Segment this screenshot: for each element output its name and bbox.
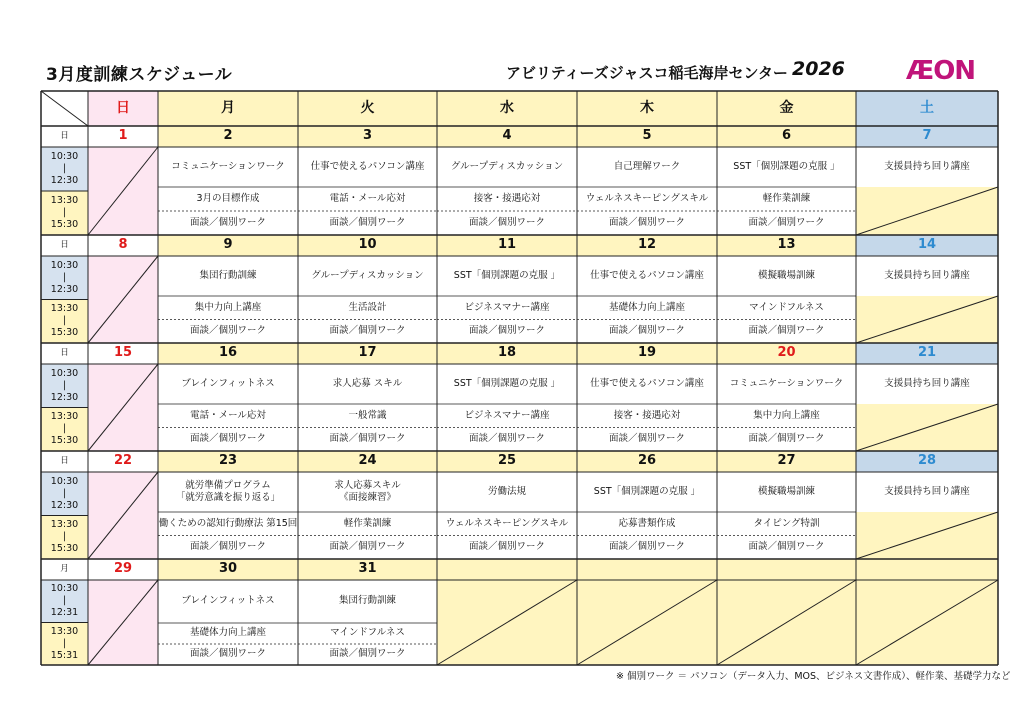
time-text: 13:30 xyxy=(50,411,79,423)
meeting-slot: 面談／個別ワーク xyxy=(437,428,577,452)
saturday-empty-cell xyxy=(856,296,998,343)
sunday-empty-cell xyxy=(88,580,158,665)
empty-day-cell xyxy=(577,580,717,665)
pm-class: ウェルネスキーピングスキル xyxy=(577,187,717,211)
week-label: 日 xyxy=(41,343,88,364)
am-class xyxy=(158,580,298,623)
am-class xyxy=(298,364,437,404)
meeting-slot: 面談／個別ワーク xyxy=(437,211,577,235)
pm-class: ビジネスマナー講座 xyxy=(437,404,577,428)
am-class xyxy=(437,147,577,187)
time-slot xyxy=(41,256,88,300)
date-number: 2 xyxy=(158,126,298,147)
am-class-text: ブレインフィットネス xyxy=(181,377,275,389)
weekday-header: 月 xyxy=(158,91,298,126)
pm-class: 生活設計 xyxy=(298,296,437,320)
time-text: 12:30 xyxy=(50,174,79,186)
pm-class: 集中力向上講座 xyxy=(717,404,856,428)
am-class xyxy=(298,256,437,296)
time-slot xyxy=(41,364,88,408)
time-text: | xyxy=(62,595,67,607)
pm-class: ウェルネスキーピングスキル xyxy=(437,512,577,536)
empty-day-cell xyxy=(437,580,577,665)
pm-class: 電話・メール応対 xyxy=(158,404,298,428)
am-class-text: 仕事で使えるパソコン講座 xyxy=(590,377,704,389)
date-number: 14 xyxy=(856,235,998,256)
am-class: 支援員持ち回り講座 xyxy=(856,147,998,187)
date-number: 15 xyxy=(88,343,158,364)
date-number: 6 xyxy=(717,126,856,147)
date-number: 11 xyxy=(437,235,577,256)
meeting-slot: 面談／個別ワーク xyxy=(577,211,717,235)
date-number: 18 xyxy=(437,343,577,364)
time-slot xyxy=(41,516,88,560)
date-number xyxy=(437,559,577,580)
am-class xyxy=(158,364,298,404)
pm-class: 基礎体力向上講座 xyxy=(158,623,298,644)
am-class-text: ブレインフィットネス xyxy=(181,595,275,607)
week-label: 日 xyxy=(41,451,88,472)
date-number: 25 xyxy=(437,451,577,472)
pm-class: 一般常識 xyxy=(298,404,437,428)
time-text: | xyxy=(62,379,67,391)
saturday-empty-cell xyxy=(856,404,998,451)
date-number: 20 xyxy=(717,343,856,364)
meeting-slot: 面談／個別ワーク xyxy=(577,428,717,452)
am-class xyxy=(577,256,717,296)
weekday-header: 土 xyxy=(856,91,998,126)
am-class xyxy=(717,364,856,404)
date-number: 30 xyxy=(158,559,298,580)
meeting-slot: 面談／個別ワーク xyxy=(577,536,717,560)
am-class xyxy=(158,472,298,512)
empty-day-cell xyxy=(717,580,856,665)
meeting-slot: 面談／個別ワーク xyxy=(298,536,437,560)
am-class-text: 労働法規 xyxy=(487,485,526,497)
am-class xyxy=(298,472,437,512)
date-number: 9 xyxy=(158,235,298,256)
saturday-empty-cell xyxy=(856,187,998,235)
am-class-text: グループディスカッション xyxy=(311,269,424,281)
am-class-subtext: 「就労意識を振り返る」 xyxy=(175,492,281,503)
pm-class: 働くための認知行動療法 第15回 xyxy=(158,512,298,536)
pm-class: ビジネスマナー講座 xyxy=(437,296,577,320)
date-number: 16 xyxy=(158,343,298,364)
pm-class: 3月の目標作成 xyxy=(158,187,298,211)
date-number: 12 xyxy=(577,235,717,256)
am-class-text: 仕事で使えるパソコン講座 xyxy=(590,269,704,281)
date-number: 17 xyxy=(298,343,437,364)
pm-class: 軽作業訓練 xyxy=(717,187,856,211)
am-class-text: 自己理解ワーク xyxy=(613,160,681,172)
date-number: 1 xyxy=(88,126,158,147)
meeting-slot: 面談／個別ワーク xyxy=(298,644,437,665)
time-slot xyxy=(41,623,88,666)
am-class-text: 求人応募スキル xyxy=(334,479,401,491)
date-number: 19 xyxy=(577,343,717,364)
time-text: | xyxy=(62,271,67,283)
am-class-text: SST「個別課題の克服 」 xyxy=(453,269,561,281)
date-number: 4 xyxy=(437,126,577,147)
meeting-slot: 面談／個別ワーク xyxy=(158,644,298,665)
meeting-slot: 面談／個別ワーク xyxy=(298,428,437,452)
time-text: 15:31 xyxy=(50,649,79,661)
am-class-subtext: 《面接練習》 xyxy=(338,492,396,503)
time-text: 15:30 xyxy=(50,543,79,555)
time-text: 15:30 xyxy=(50,327,79,339)
date-number: 10 xyxy=(298,235,437,256)
meeting-slot: 面談／個別ワーク xyxy=(158,320,298,344)
weekday-header: 火 xyxy=(298,91,437,126)
date-number: 8 xyxy=(88,235,158,256)
weekday-header: 金 xyxy=(717,91,856,126)
time-text: 13:30 xyxy=(50,195,79,207)
am-class-text: 仕事で使えるパソコン講座 xyxy=(310,160,425,172)
weekday-header: 日 xyxy=(88,91,158,126)
date-number xyxy=(717,559,856,580)
am-class xyxy=(437,256,577,296)
am-class xyxy=(577,472,717,512)
time-text: 10:30 xyxy=(50,259,79,271)
pm-class: 軽作業訓練 xyxy=(298,512,437,536)
am-class xyxy=(717,147,856,187)
time-text: | xyxy=(62,637,67,649)
am-class-text: SST「個別課題の克服 」 xyxy=(593,485,701,497)
meeting-slot: 面談／個別ワーク xyxy=(158,536,298,560)
am-class xyxy=(298,580,437,623)
time-text: 10:30 xyxy=(50,151,79,163)
meeting-slot: 面談／個別ワーク xyxy=(437,536,577,560)
time-slot xyxy=(41,408,88,452)
am-class xyxy=(577,147,717,187)
time-text: 13:30 xyxy=(50,519,79,531)
am-class-text: グループディスカッション xyxy=(450,160,564,172)
meeting-slot: 面談／個別ワーク xyxy=(717,536,856,560)
date-number xyxy=(577,559,717,580)
time-text: 12:30 xyxy=(50,499,79,511)
am-class-text: コミュニケーションワーク xyxy=(171,160,285,172)
pm-class: 応募書類作成 xyxy=(577,512,717,536)
am-class: 支援員持ち回り講座 xyxy=(856,256,998,296)
am-class xyxy=(298,147,437,187)
center-name: アビリティーズジャスコ稲毛海岸センター xyxy=(506,64,788,82)
am-class-text: 模擬職場訓練 xyxy=(757,269,815,281)
time-text: 10:30 xyxy=(50,367,79,379)
meeting-slot: 面談／個別ワーク xyxy=(717,211,856,235)
am-class-text: 求人応募 スキル xyxy=(332,377,403,389)
am-class-text: 就労準備プログラム xyxy=(185,479,271,491)
footnote: ※ 個別ワーク ＝ パソコン（データ入力、MOS、ビジネス文書作成）、軽作業、基礎学力など xyxy=(616,671,1011,682)
date-number: 29 xyxy=(88,559,158,580)
pm-class: マインドフルネス xyxy=(298,623,437,644)
time-slot xyxy=(41,191,88,235)
date-number: 3 xyxy=(298,126,437,147)
pm-class: 接客・接遇応対 xyxy=(577,404,717,428)
pm-class: タイピング特訓 xyxy=(717,512,856,536)
am-class-text: SST「個別課題の克服 」 xyxy=(733,160,840,172)
time-text: | xyxy=(62,163,67,175)
date-number: 7 xyxy=(856,126,998,147)
time-text: 13:30 xyxy=(50,625,79,637)
week-label: 日 xyxy=(41,126,88,147)
weekday-header: 水 xyxy=(437,91,577,126)
date-number: 31 xyxy=(298,559,437,580)
time-text: | xyxy=(62,531,67,543)
sunday-empty-cell xyxy=(88,147,158,235)
am-class xyxy=(158,147,298,187)
time-text: 12:31 xyxy=(50,607,79,619)
time-text: 10:30 xyxy=(50,475,79,487)
date-number: 21 xyxy=(856,343,998,364)
am-class xyxy=(717,256,856,296)
sunday-empty-cell xyxy=(88,472,158,559)
time-text: 15:30 xyxy=(50,218,79,230)
time-text: 13:30 xyxy=(50,303,79,315)
am-class-text: 模擬職場訓練 xyxy=(757,485,815,497)
week-label: 日 xyxy=(41,235,88,256)
time-text: | xyxy=(62,487,67,499)
meeting-slot: 面談／個別ワーク xyxy=(158,211,298,235)
time-slot xyxy=(41,147,88,191)
pm-class: 基礎体力向上講座 xyxy=(577,296,717,320)
sunday-empty-cell xyxy=(88,364,158,451)
sunday-empty-cell xyxy=(88,256,158,343)
meeting-slot: 面談／個別ワーク xyxy=(298,211,437,235)
date-number: 13 xyxy=(717,235,856,256)
time-text: 12:30 xyxy=(50,283,79,295)
page-title: 3月度訓練スケジュール xyxy=(46,65,233,85)
pm-class: 接客・接遇応対 xyxy=(437,187,577,211)
time-text: 10:30 xyxy=(50,583,79,595)
date-number: 23 xyxy=(158,451,298,472)
am-class xyxy=(437,364,577,404)
meeting-slot: 面談／個別ワーク xyxy=(437,320,577,344)
am-class: 支援員持ち回り講座 xyxy=(856,364,998,404)
date-number: 22 xyxy=(88,451,158,472)
meeting-slot: 面談／個別ワーク xyxy=(298,320,437,344)
time-slot xyxy=(41,580,88,623)
date-number: 27 xyxy=(717,451,856,472)
am-class: 支援員持ち回り講座 xyxy=(856,472,998,512)
am-class-text: コミュニケーションワーク xyxy=(729,377,844,389)
pm-class: マインドフルネス xyxy=(717,296,856,320)
date-number xyxy=(856,559,998,580)
am-class-text: 集団行動訓練 xyxy=(338,595,396,607)
meeting-slot: 面談／個別ワーク xyxy=(577,320,717,344)
saturday-empty-cell xyxy=(856,512,998,559)
am-class-text: 集団行動訓練 xyxy=(199,269,257,281)
meeting-slot: 面談／個別ワーク xyxy=(158,428,298,452)
am-class xyxy=(158,256,298,296)
time-slot xyxy=(41,472,88,516)
header-corner xyxy=(41,91,88,126)
date-number: 24 xyxy=(298,451,437,472)
time-text: 12:30 xyxy=(50,391,79,403)
aeon-logo: ÆON xyxy=(906,56,976,86)
year-label: 2026 xyxy=(792,58,845,80)
time-text: | xyxy=(62,423,67,435)
date-number: 5 xyxy=(577,126,717,147)
date-number: 26 xyxy=(577,451,717,472)
time-text: 15:30 xyxy=(50,435,79,447)
weekday-header: 木 xyxy=(577,91,717,126)
am-class xyxy=(577,364,717,404)
date-number: 28 xyxy=(856,451,998,472)
pm-class: 集中力向上講座 xyxy=(158,296,298,320)
time-slot xyxy=(41,300,88,344)
meeting-slot: 面談／個別ワーク xyxy=(717,428,856,452)
meeting-slot: 面談／個別ワーク xyxy=(717,320,856,344)
time-text: | xyxy=(62,315,67,327)
am-class-text: SST「個別課題の克服 」 xyxy=(453,377,561,389)
pm-class: 電話・メール応対 xyxy=(298,187,437,211)
am-class xyxy=(437,472,577,512)
empty-day-cell xyxy=(856,580,998,665)
week-label: 月 xyxy=(41,559,88,580)
time-text: | xyxy=(62,207,67,219)
am-class xyxy=(717,472,856,512)
